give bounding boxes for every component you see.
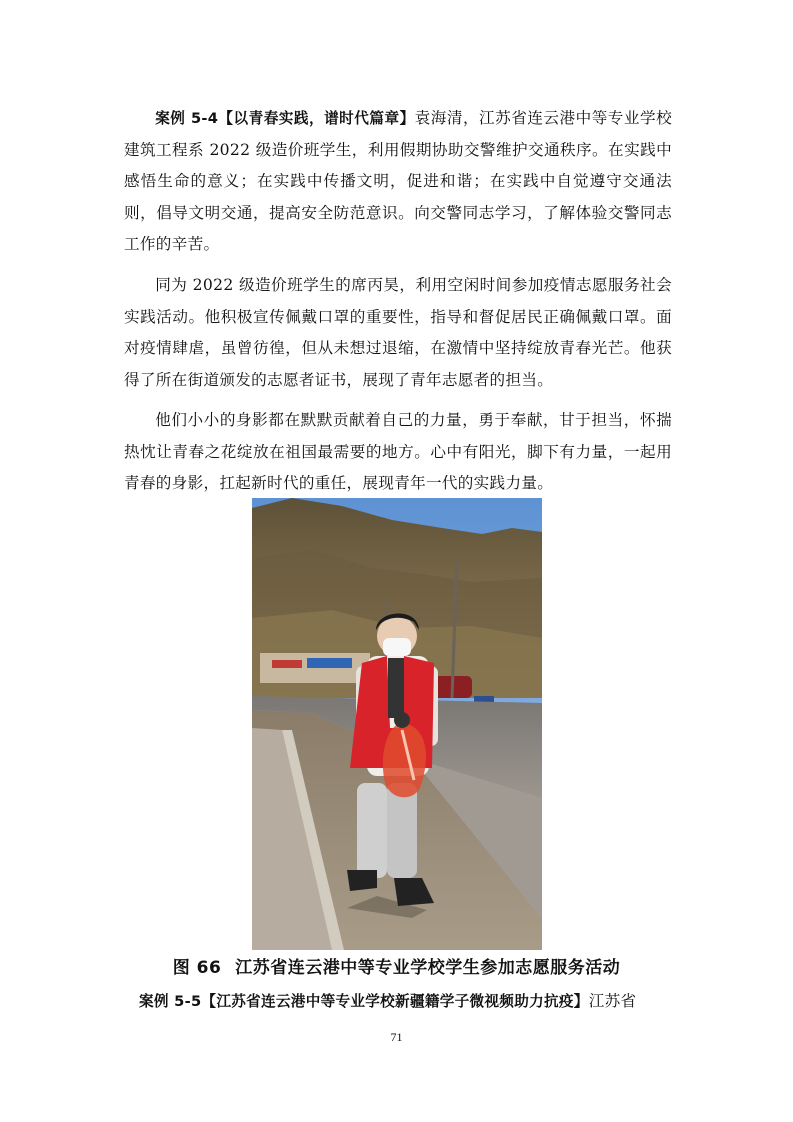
paragraph-summary: [124, 405, 672, 500]
paragraph-case-5-4: [124, 103, 672, 261]
figure-caption: [0, 953, 793, 978]
paragraph-text: 他们小小的身影都在默默贡献着自己的力量，勇于奉献，甘于担当，怀揣热忱让青春之花绽放在祖国最需要的地方。心中有阳光，脚下有力量，一起用青春的身影，扛起新时代的重任，展现青年一代的实践力量。: [124, 411, 672, 492]
page-number: 71: [390, 1030, 403, 1044]
figure-number: 图 66: [172, 958, 222, 978]
paragraph-case-5-5: [124, 986, 672, 1017]
paragraph-text: 同为 2022 级造价班学生的席丙昊，利用空闲时间参加疫情志愿服务社会实践活动。他积极宣传佩戴口罩的重要性，指导和督促居民正确佩戴口罩。面对疫情肆虐，虽曾彷徨，但从未想过退缩，在激情中坚持绽放青春光芒。他获得了所在街道颁发的志愿者证书，展现了青年志愿者的担当。: [124, 276, 672, 389]
paragraph-text: 袁海清，江苏省连云港中等专业学校建筑工程系 2022 级造价班学生，利用假期协助交警维护交通秩序。在实践中感悟生命的意义；在实践中传播文明，促进和谐；在实践中自觉遵守交通法则，倡导文明交通，提高安全防范意识。向交警同志学习，了解体验交警同志工作的辛苦。: [124, 109, 672, 253]
case-label: 案例 5-4【以青春实践，谱时代篇章】: [155, 110, 415, 127]
figure-caption-text: 江苏省连云港中等专业学校学生参加志愿服务活动: [235, 958, 621, 978]
volunteer-photo: [252, 498, 542, 950]
case-label: 案例 5-5【江苏省连云港中等专业学校新疆籍学子微视频助力抗疫】: [139, 993, 589, 1010]
paragraph-text: 江苏省: [588, 992, 637, 1010]
paragraph-second-student: [124, 270, 672, 396]
